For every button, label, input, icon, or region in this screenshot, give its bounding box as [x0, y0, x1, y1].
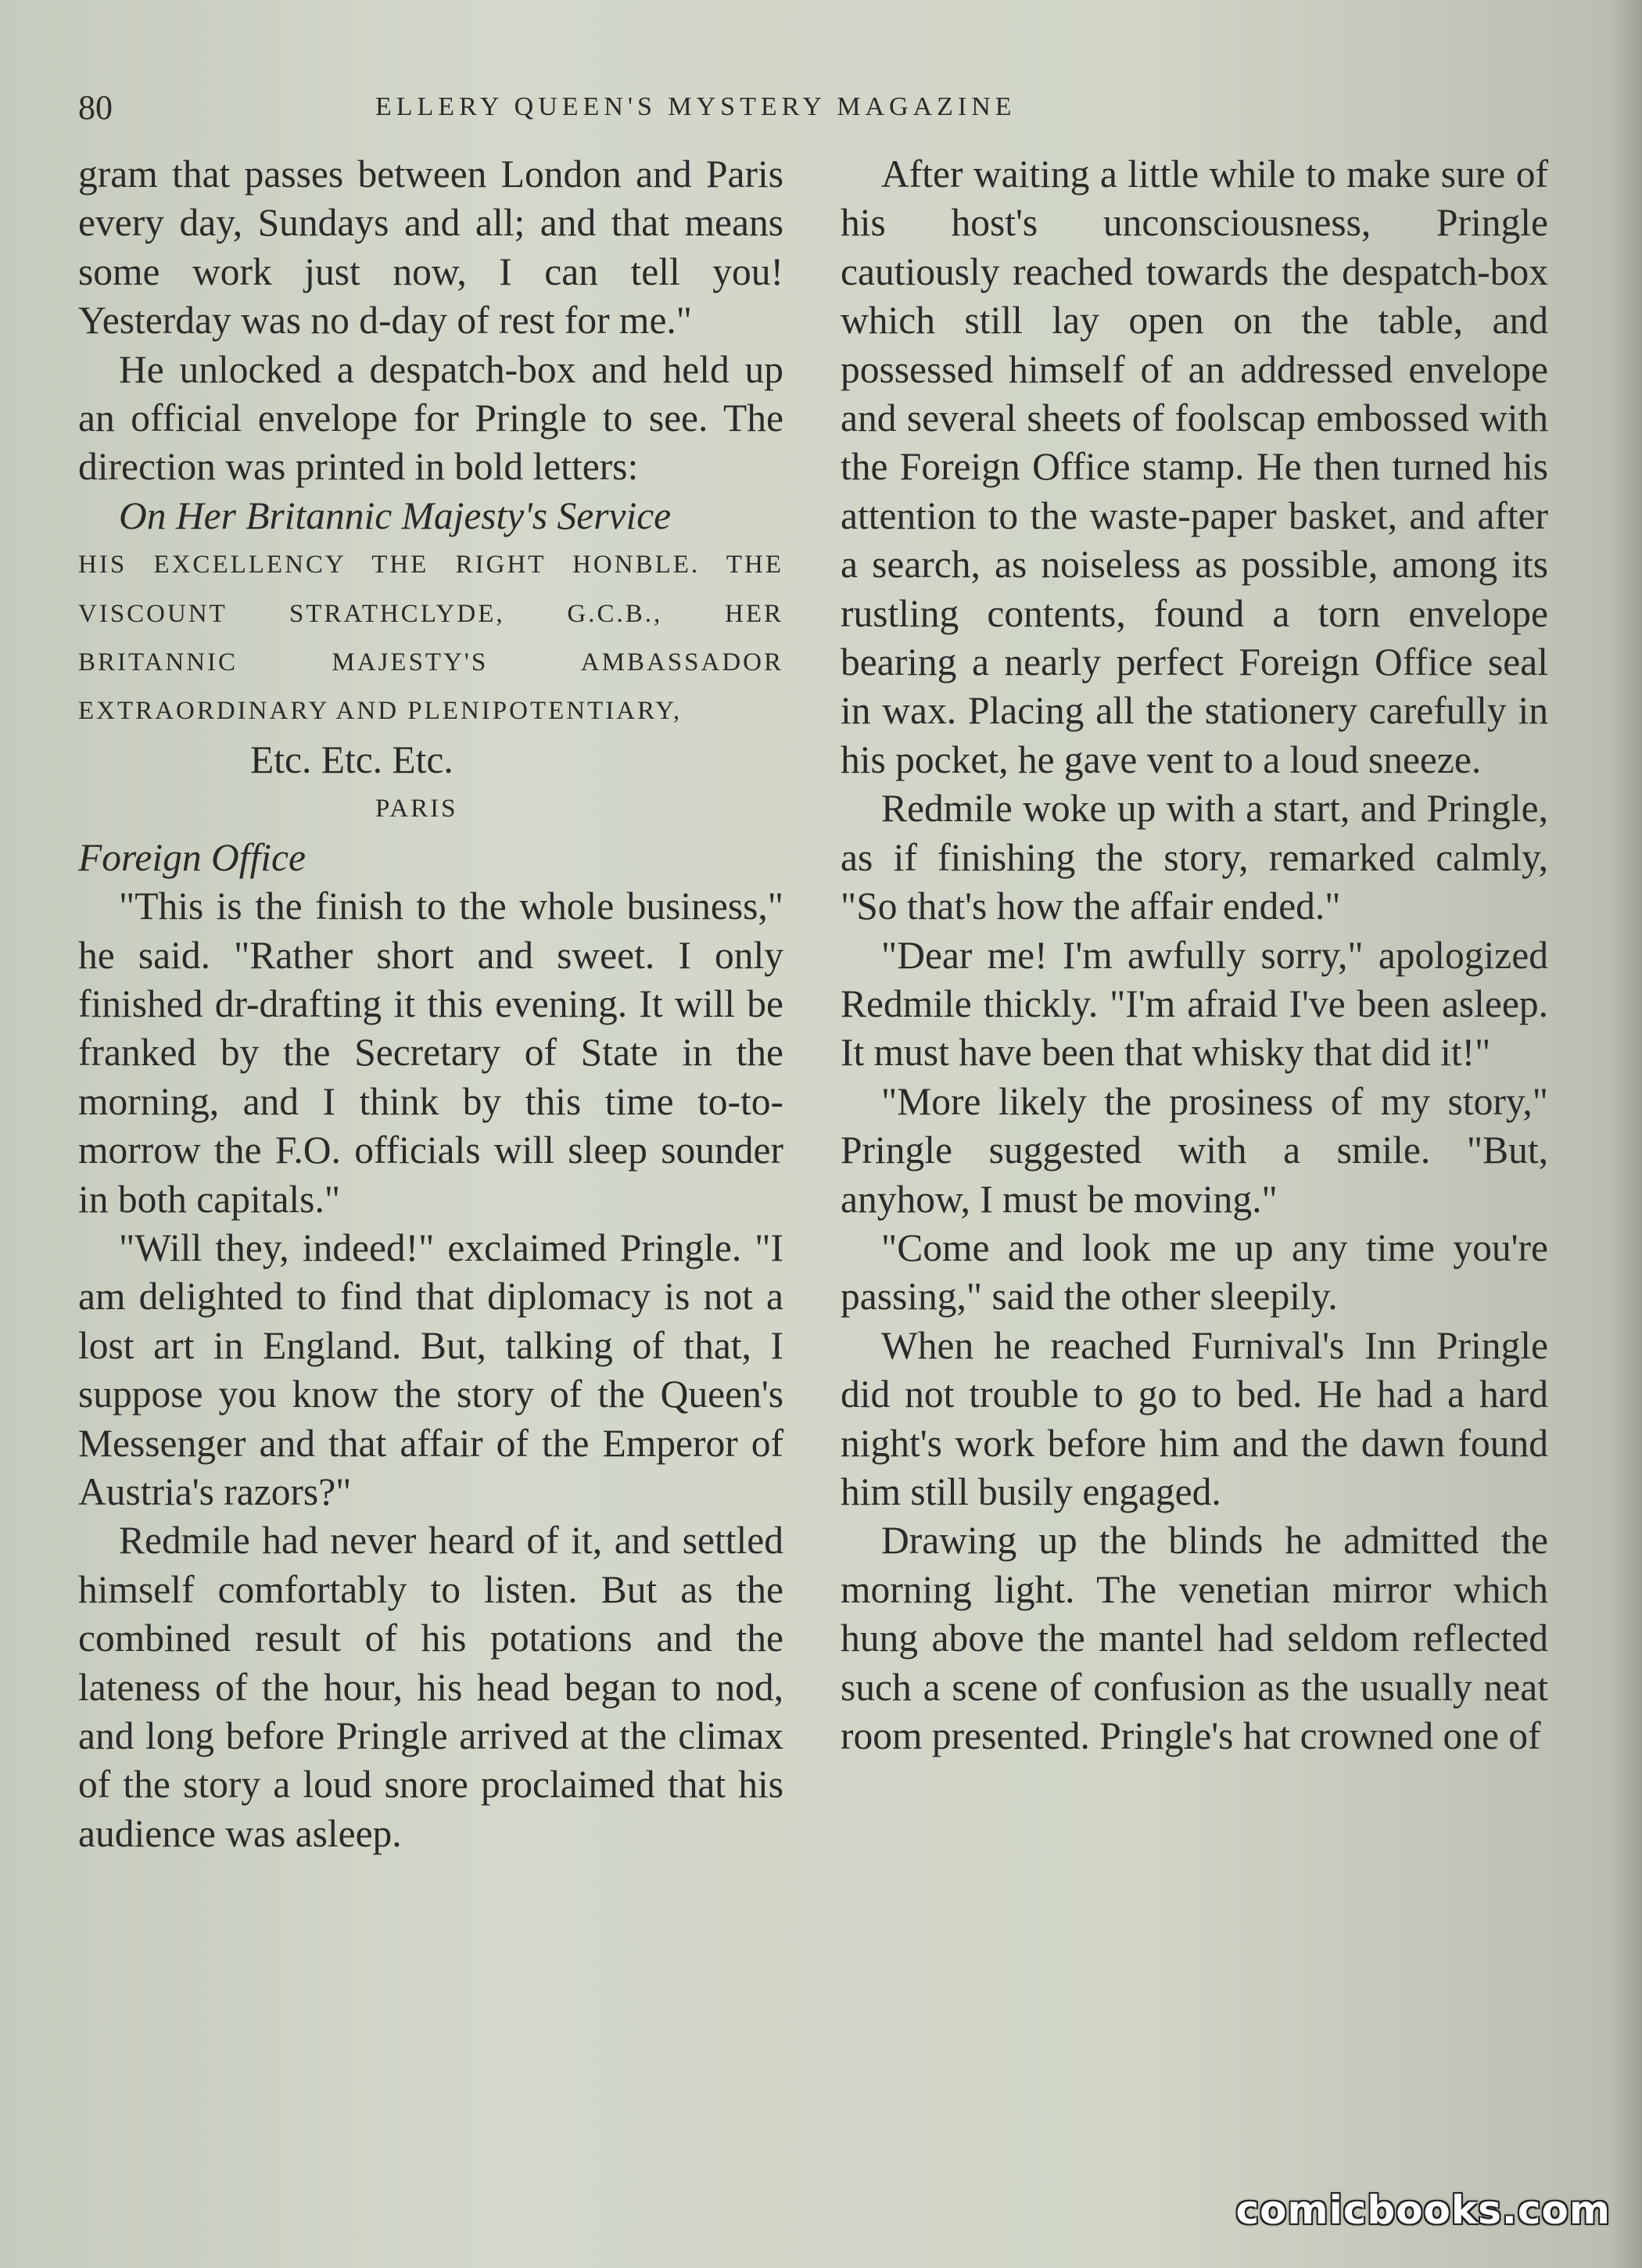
- site-watermark: comicbooks.com: [1235, 2187, 1611, 2233]
- envelope-city: PARIS: [375, 795, 458, 824]
- paragraph: After waiting a little while to make sure of his host's unconsciousness, Pringle cautiously reached towards the despatch-box which still lay open on the table, and possessed himself of an addressed envelope and several sheets of foolscap embossed with the Foreign Office stamp. He then turned his attention to the waste-paper basket, and after a search, as noiseless as possible, among its rustling contents, found a torn envelope bearing a nearly perfect Foreign Office seal in wax. Placing all the stationery carefully in his pocket, he gave vent to a loud sneeze.: [841, 153, 1548, 781]
- paragraph: When he reached Furnival's Inn Pringle did not trouble to go to bed. He had a hard night's work before him and the dawn found him still busily engaged.: [841, 1323, 1548, 1513]
- page-number: 80: [78, 88, 113, 127]
- paragraph: "Will they, indeed!" exclaimed Pringle. "I am delighted to find that diplomacy is not a lost art in England. But, talking of that, I suppose you know the story of the Queen's Messenger and that affair of the Emperor of Austria's razors?": [78, 1226, 783, 1513]
- left-column: [78, 150, 783, 1858]
- right-column: [841, 150, 1548, 1760]
- paragraph: Redmile woke up with a start, and Pringle, as if finishing the story, remarked calmly, "So that's how the affair ended.": [841, 787, 1548, 928]
- paragraph: "This is the finish to the whole business," he said. "Rather short and sweet. I only finished dr-drafting it this evening. It will be franked by the Secretary of State in the morning, and I think by this time to-to-morrow the F.O. officials will sleep sounder in both capitals.": [78, 885, 783, 1221]
- envelope-address: HIS EXCELLENCY THE RIGHT HONBLE. THE VISCOUNT STRATHCLYDE, G.C.B., HER BRITANNIC MAJESTY'S AMBASSADOR EXTRAORDINARY AND PLENIPOTENTIARY,: [78, 551, 783, 726]
- paragraph: gram that passes between London and Paris every day, Sundays and all; and that means some work just now, I can tell you! Yesterday was no d-day of rest for me.": [78, 153, 783, 343]
- envelope-sender: Foreign Office: [78, 835, 306, 879]
- envelope-heading: On Her Britannic Majesty's Service: [119, 493, 672, 537]
- paragraph: "More likely the prosiness of my story," Pringle suggested with a smile. "But, anyhow, I must be moving.": [841, 1079, 1548, 1221]
- running-title: ELLERY QUEEN'S MYSTERY MAGAZINE: [375, 92, 1016, 121]
- envelope-etc: Etc. Etc. Etc.: [250, 737, 454, 781]
- page-header: [78, 88, 1564, 135]
- paragraph: Redmile had never heard of it, and settled himself comfortably to listen. But as the combined result of his potations and the lateness of the hour, his head began to nod, and long before Pringle arrived at the climax of the story a loud snore proclaimed that his audience was asleep.: [78, 1519, 783, 1855]
- paragraph: "Dear me! I'm awfully sorry," apologized Redmile thickly. "I'm afraid I've been asleep. It must have been that whisky that did it!": [841, 933, 1548, 1075]
- paragraph: He unlocked a despatch-box and held up an official envelope for Pringle to see. The direction was printed in bold letters:: [78, 347, 783, 489]
- paragraph: "Come and look me up any time you're passing," said the other sleepily.: [841, 1226, 1548, 1319]
- paragraph: Drawing up the blinds he admitted the morning light. The venetian mirror which hung above the mantel had seldom reflected such a scene of confusion as the usually neat room presented. Pringle's hat crowned one of: [841, 1519, 1548, 1757]
